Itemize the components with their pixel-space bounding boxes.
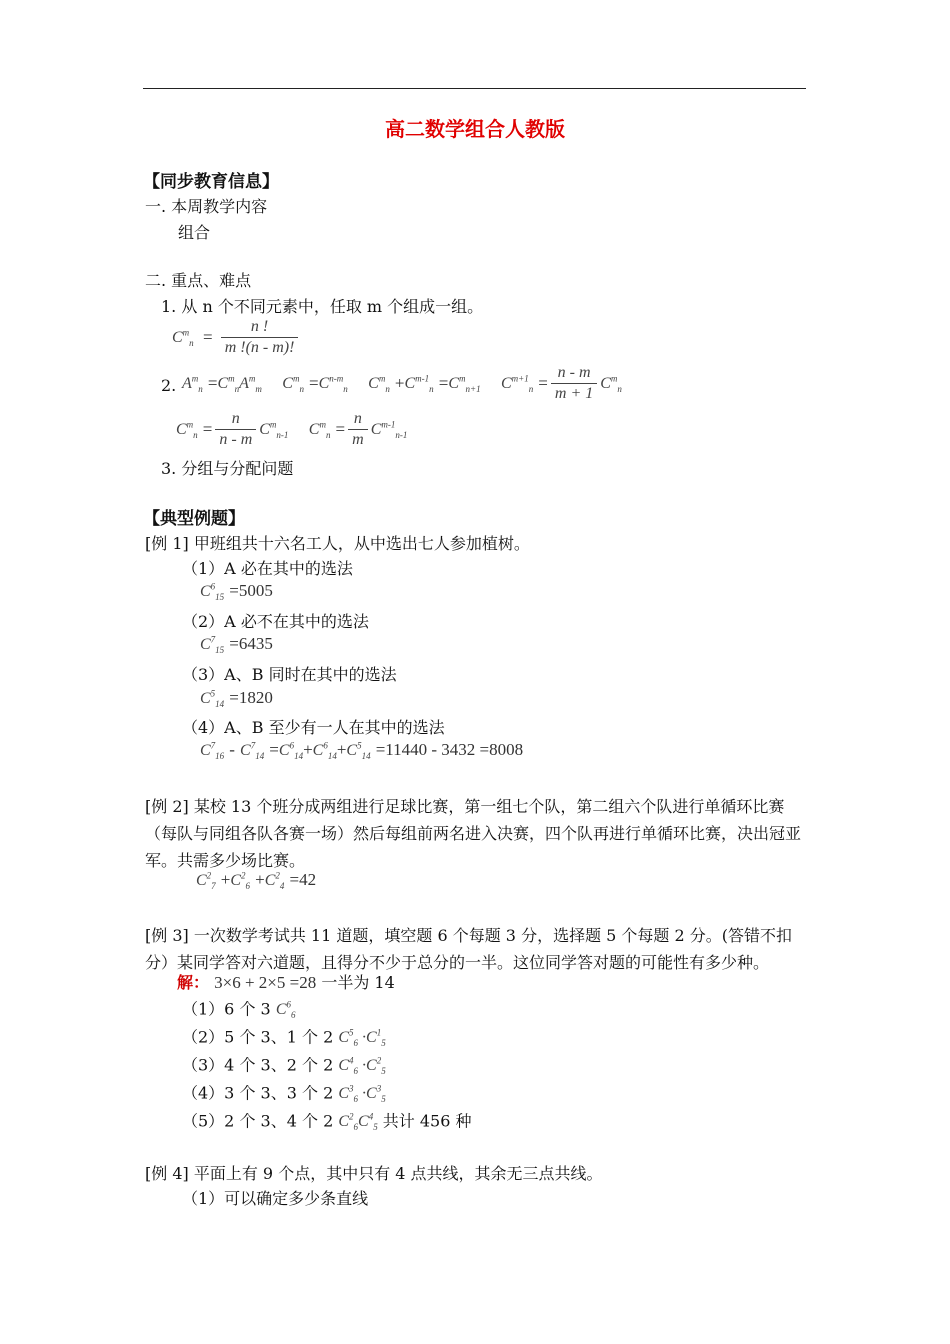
example-1-a1-value: =5005 [229, 581, 273, 600]
combination-identities-row1: $A^m_n =C^m_nA^m_m$ $C^m_n =C^{n-m}_n$ $C^m_n +C^{m-1}_n =C^m_{n+1}$ $C^{m+1}_n$ = $\frac{n - m}{m + 1}$ $C^m_n$ [182, 364, 622, 403]
top-rule [143, 88, 806, 89]
section-2-heading: 二. 重点、难点 [145, 271, 252, 290]
combination-identities-row2: $C^m_n$ = $\frac{n}{n - m}$ $C^m_{n-1}$ $C^m_n$ = $\frac{n}{m}$ $C^{m-1}_{n-1}$ [176, 410, 408, 449]
sync-info-header: 【同步教育信息】 [143, 172, 279, 192]
example-1-a1: $C^6_{15} =5005$ [200, 581, 273, 603]
example-1-a2: $C^7_{15} =6435$ [200, 634, 273, 656]
example-1-a4: $C^7_{16} - C^7_{14} =C^6_{14}+C^6_{14}+C^5_{14} =11440 - 3432 =8008$ [200, 740, 524, 762]
example-3-case-1: （1）6 个 3 $C^6_6$ [182, 999, 296, 1021]
section-1-content: 组合 [178, 223, 211, 242]
point-3: 3. 分组与分配问题 [161, 459, 294, 478]
example-1-a2-value: =6435 [229, 634, 273, 653]
page-title: 高二数学组合人教版 [385, 117, 565, 141]
example-1-q1: （1）A 必在其中的选法 [182, 559, 353, 578]
examples-header: 【典型例题】 [143, 509, 245, 529]
solution-half: 一半为 14 [321, 973, 395, 992]
example-3-total: 共计 456 种 [382, 1111, 472, 1131]
section-1-heading: 一. 本周教学内容 [145, 197, 268, 216]
example-1-a4-value: =11440 - 3432 =8008 [375, 740, 524, 759]
example-1-q3: （3）A、B 同时在其中的选法 [182, 665, 397, 684]
point-2-label: 2. [161, 376, 177, 395]
example-1-a3-value: =1820 [229, 688, 273, 707]
example-2-answer: $C^2_7 +C^2_6 +C^2_4 =42$ [196, 870, 317, 892]
solution-expression: 3×6 + 2×5 =28 [214, 973, 317, 992]
example-4-q1: （1）可以确定多少条直线 [182, 1189, 369, 1208]
example-1-a3: $C^5_{14} =1820$ [200, 688, 273, 710]
example-2-answer-value: =42 [289, 870, 317, 889]
example-3-case-5: （5）2 个 3、4 个 2 $C^2_6C^4_5$ 共计 456 种 [182, 1111, 472, 1133]
example-3-case-3: （3）4 个 3、2 个 2 $C^4_6 \cdot C^2_5$ [182, 1055, 386, 1077]
example-3-solution [177, 973, 395, 993]
point-1: 1. 从 n 个不同元素中，任取 m 个组成一组。 [161, 297, 484, 316]
example-1-q4: （4）A、B 至少有一人在其中的选法 [182, 718, 445, 737]
solution-label: 解： [177, 973, 210, 992]
example-1-q2: （2）A 必不在其中的选法 [182, 612, 369, 631]
example-3-text: [例 3] 一次数学考试共 11 道题，填空题 6 个每题 3 分，选择题 5 个每题 2 分。(答错不扣分）某同学答对六道题，且得分不少于总分的一半。这位同学答对题的可能性有多少种。 [145, 926, 793, 972]
combination-formula: $C^m_n$ = $\frac{n !}{m !(n - m)!}$ [172, 318, 301, 358]
example-3-case-4: （4）3 个 3、3 个 2 $C^3_6 \cdot C^3_5$ [182, 1083, 386, 1105]
example-4-text: [例 4] 平面上有 9 个点，其中只有 4 点共线，其余无三点共线。 [145, 1164, 603, 1183]
example-1-text: [例 1] 甲班组共十六名工人，从中选出七人参加植树。 [145, 534, 530, 553]
example-2-text: [例 2] 某校 13 个班分成两组进行足球比赛，第一组七个队，第二组六个队进行单循环比赛（每队与同组各队各赛一场）然后每组前两名进入决赛，四个队再进行单循环比赛，决出冠亚军。共需多少场比赛。 [145, 797, 802, 870]
example-3-case-2: （2）5 个 3、1 个 2 $C^5_6 \cdot C^1_5$ [182, 1027, 386, 1049]
